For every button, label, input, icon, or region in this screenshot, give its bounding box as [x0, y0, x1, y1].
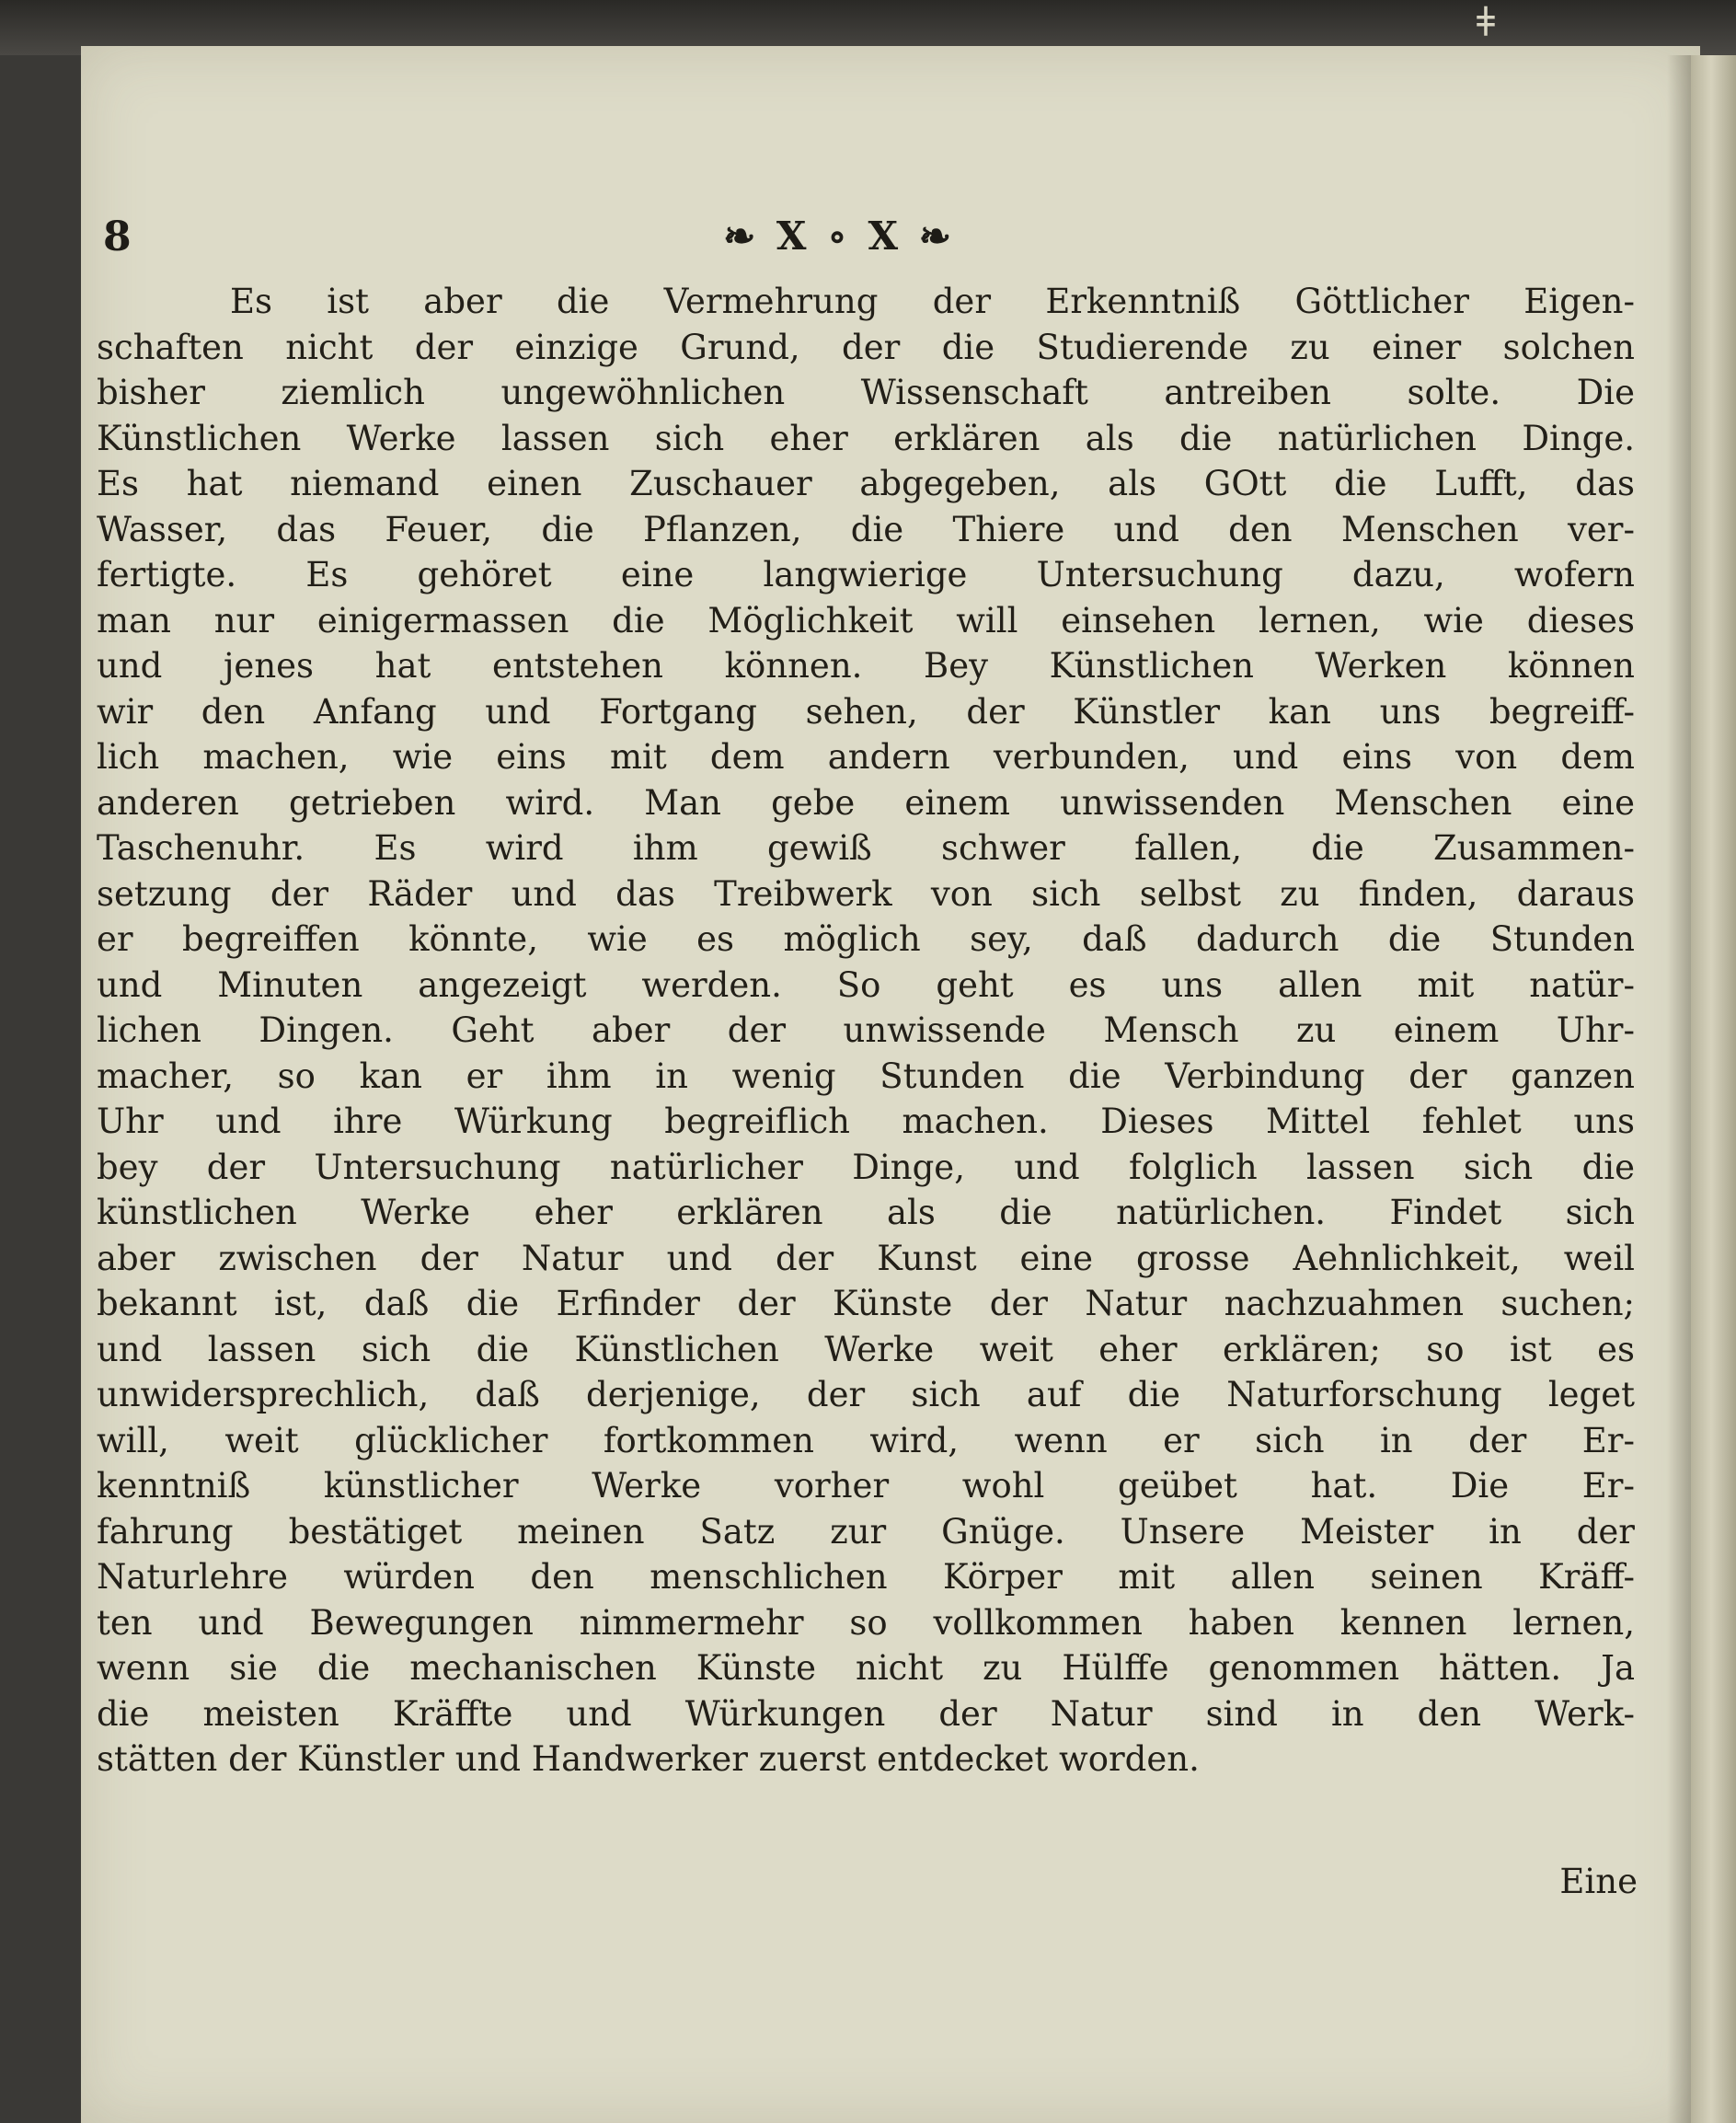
text-line: fahrung bestätiget meinen Satz zur Gnüge. Unsere Meister in der — [97, 1511, 1635, 1552]
text-line: und Minuten angezeigt werden. So geht es uns allen mit natür- — [97, 964, 1635, 1005]
text-line: bisher ziemlich ungewöhnlichen Wissenschaft antreiben solte. Die — [97, 373, 1635, 412]
text-line: ten und Bewegungen nimmermehr so vollkommen haben kennen lernen, — [97, 1602, 1635, 1643]
text-line: wir den Anfang und Fortgang sehen, der Künstler kan uns begreiff- — [97, 691, 1635, 732]
text-line: will, weit glücklicher fortkommen wird, wenn er sich in der Er- — [97, 1420, 1635, 1460]
text-line: Es ist aber die Vermehrung der Erkenntniß Göttlicher Eigen- — [230, 282, 1635, 321]
text-line: und lassen sich die Künstlichen Werke weit eher erklären; so ist es — [97, 1329, 1635, 1369]
catchword: Eine — [1559, 1862, 1638, 1901]
text-body — [97, 279, 1635, 1783]
text-line: unwidersprechlich, daß derjenige, der sich auf die Naturforschung leget — [97, 1375, 1635, 1414]
text-line: setzung der Räder und das Treibwerk von sich selbst zu finden, daraus — [97, 873, 1635, 914]
text-line: Uhr und ihre Würkung begreiflich machen. Dieses Mittel fehlet uns — [97, 1102, 1635, 1141]
header-ornament: ❧ X ∘ X ❧ — [723, 213, 955, 259]
text-line: fertigte. Es gehöret eine langwierige Untersuchung dazu, wofern — [97, 555, 1635, 594]
text-line: bekannt ist, daß die Erfinder der Künste der Natur nachzuahmen suchen; — [97, 1284, 1635, 1323]
text-line: man nur einigermassen die Möglichkeit will einsehen lernen, wie dieses — [97, 600, 1635, 640]
text-line: macher, so kan er ihm in wenig Stunden die Verbindung der ganzen — [97, 1056, 1635, 1096]
text-line: Naturlehre würden den menschlichen Körper mit allen seinen Kräff- — [97, 1557, 1635, 1597]
text-line: wenn sie die mechanischen Künste nicht zu Hülffe genommen hätten. Ja — [97, 1648, 1635, 1688]
text-line: aber zwischen der Natur und der Kunst eine grosse Aehnlichkeit, weil — [97, 1238, 1635, 1278]
text-line: er begreiffen könnte, wie es möglich sey, daß dadurch die Stunden — [97, 919, 1635, 959]
page-number: 8 — [103, 213, 132, 260]
text-line: künstlichen Werke eher erklären als die natürlichen. Findet sich — [97, 1193, 1635, 1232]
text-line: Wasser, das Feuer, die Pflanzen, die Thiere und den Menschen ver- — [97, 509, 1635, 549]
corner-mark: ǂ — [1476, 0, 1496, 46]
text-line: Taschenuhr. Es wird ihm gewiß schwer fallen, die Zusammen- — [97, 828, 1635, 868]
next-page-edge — [1691, 55, 1736, 2123]
text-line: Es hat niemand einen Zuschauer abgegeben, als GOtt die Lufft, das — [97, 464, 1635, 503]
text-line: lich machen, wie eins mit dem andern verbunden, und eins von dem — [97, 737, 1635, 777]
page-header — [103, 213, 1575, 269]
text-line: die meisten Kräffte und Würkungen der Natur sind in den Werk- — [97, 1693, 1635, 1734]
text-line: bey der Untersuchung natürlicher Dinge, und folglich lassen sich die — [97, 1147, 1635, 1187]
text-line: stätten der Künstler und Handwerker zuerst entdecket worden. — [97, 1739, 1200, 1779]
text-line: und jenes hat entstehen können. Bey Künstlichen Werken können — [97, 646, 1635, 686]
text-line: kenntniß künstlicher Werke vorher wohl geübet hat. Die Er- — [97, 1466, 1635, 1506]
text-line: Künstlichen Werke lassen sich eher erklären als die natürlichen Dinge. — [97, 418, 1635, 458]
text-line: lichen Dingen. Geht aber der unwissende Mensch zu einem Uhr- — [97, 1010, 1635, 1050]
text-line: schaften nicht der einzige Grund, der die Studierende zu einer solchen — [97, 327, 1635, 367]
text-line: anderen getrieben wird. Man gebe einem unwissenden Menschen eine — [97, 782, 1635, 823]
